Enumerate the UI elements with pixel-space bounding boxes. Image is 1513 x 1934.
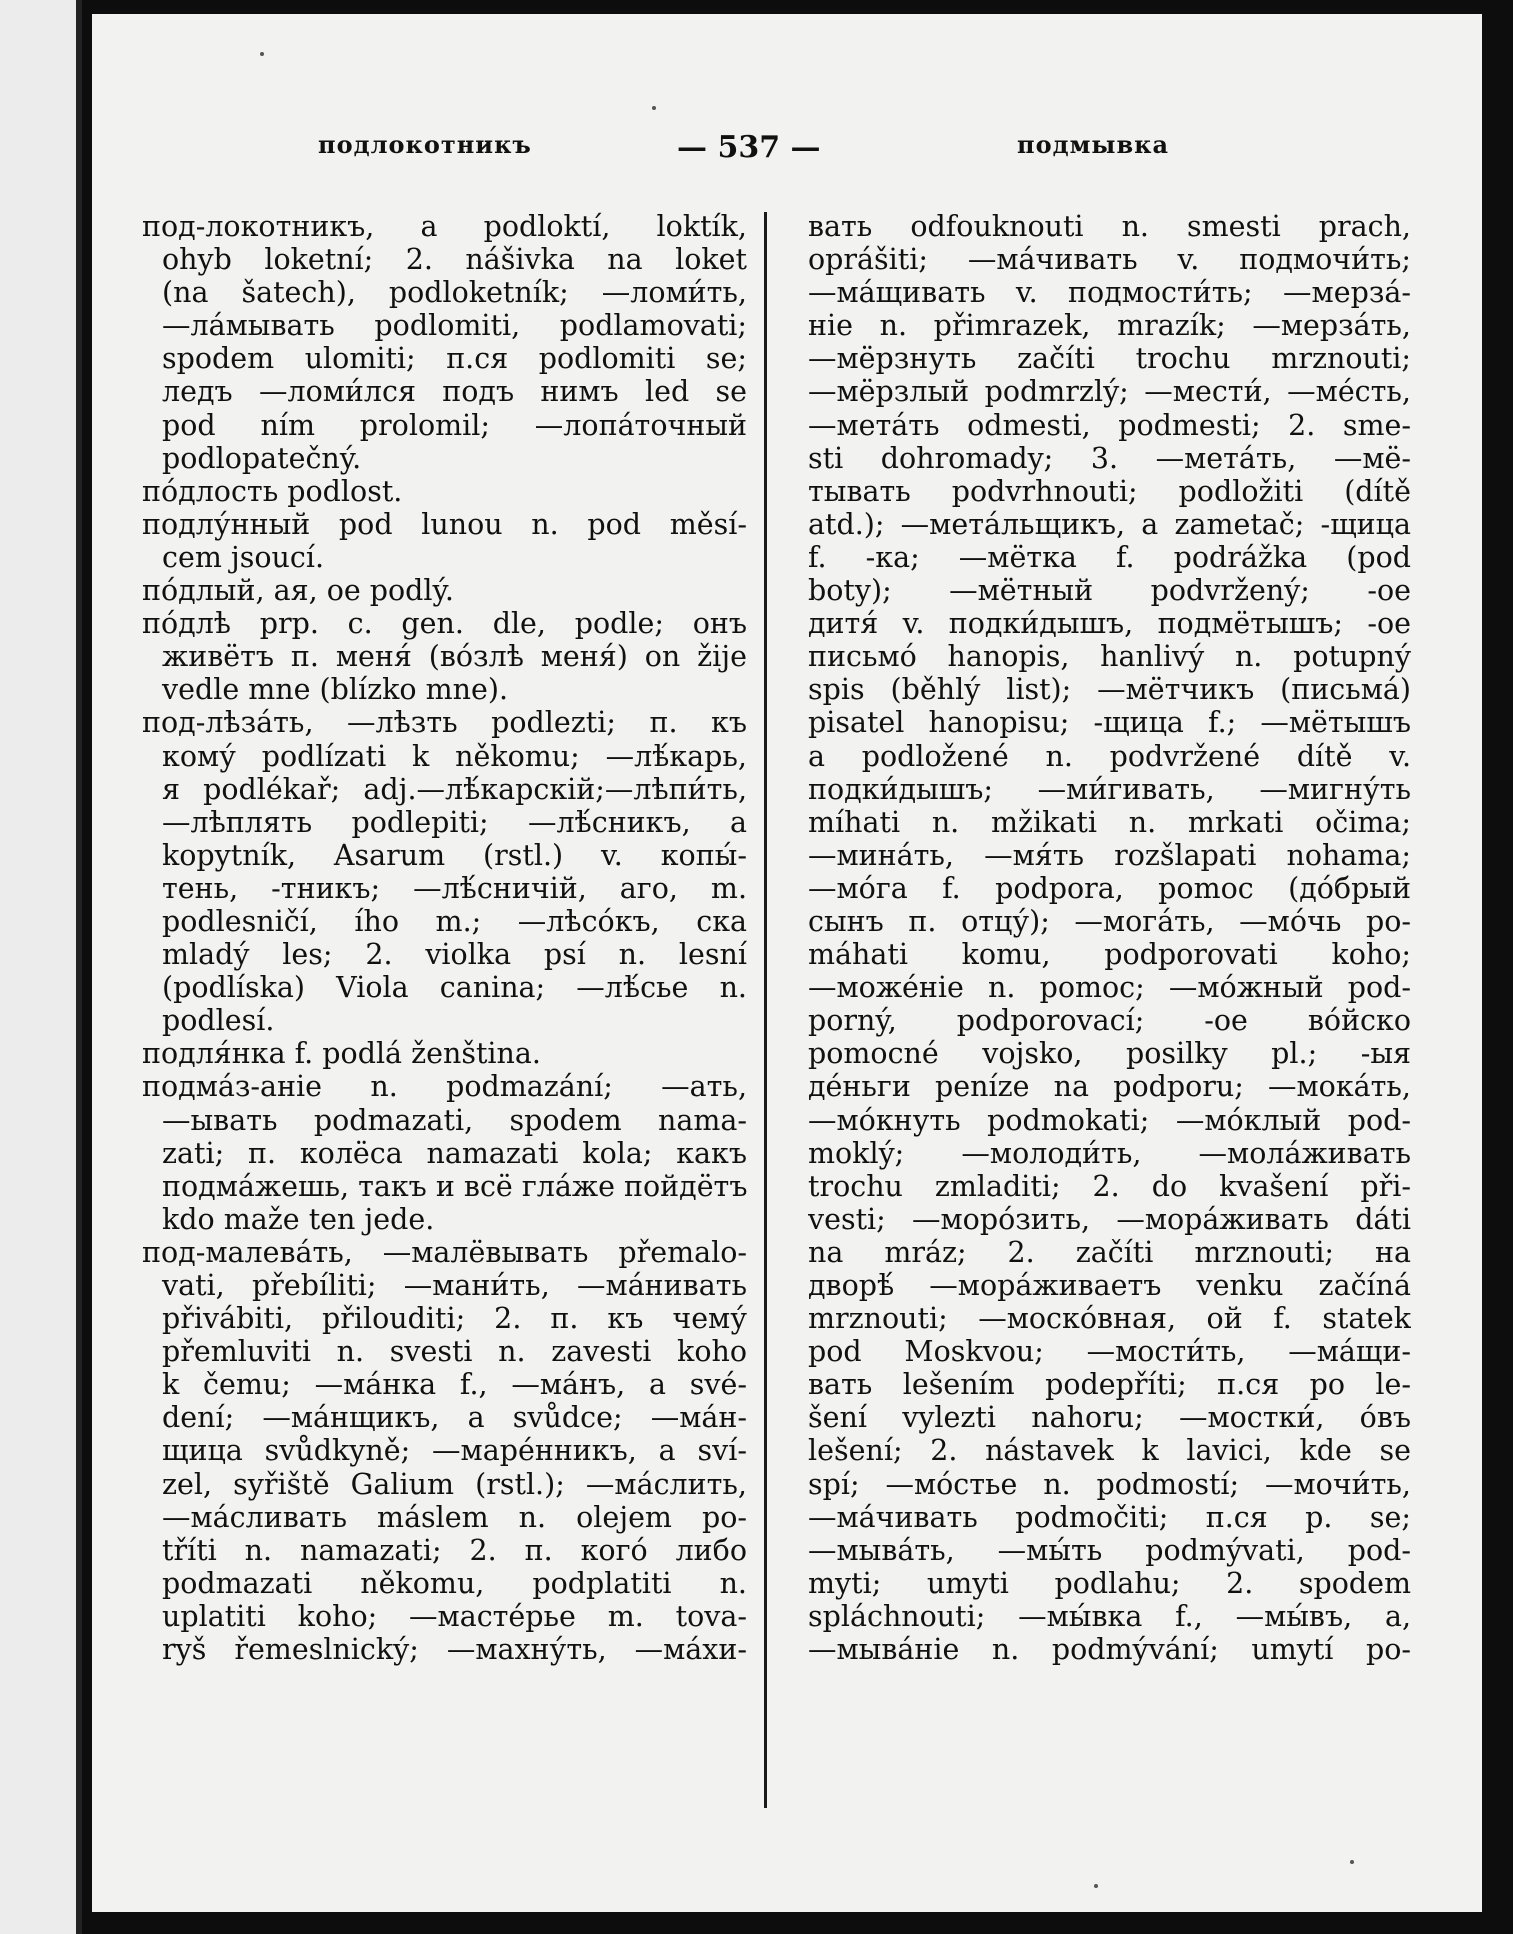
text-line: tříti n. namazati; 2. п. кого́ либо bbox=[162, 1533, 747, 1567]
text-line: vati, přebíliti; —мани́ть, —ма́нивать bbox=[162, 1269, 747, 1302]
text-line: кому́ podlízati k někomu; —лѣ́карь, bbox=[162, 739, 747, 773]
text-line: по́длѣ prp. c. gen. dle, podle; онъ bbox=[142, 607, 747, 641]
print-speck bbox=[260, 52, 264, 56]
text-line: подма́з-аніе n. podmazání; —ать, bbox=[142, 1070, 747, 1104]
text-line: вать lešením podepříti; п.ся po le- bbox=[808, 1368, 1411, 1402]
text-line: sti dohromady; 3. —мета́ть, —мё- bbox=[808, 441, 1411, 475]
text-line: přemluviti n. svesti n. zavesti koho bbox=[162, 1335, 747, 1369]
page-gutter-shadow bbox=[76, 0, 82, 1934]
text-line: pod ním prolomil; —лопа́точный bbox=[162, 408, 747, 442]
text-line: boty); —мётный podvržený; -ое bbox=[808, 574, 1411, 608]
text-line: —мыва́ніе n. podmývání; umytí po- bbox=[808, 1633, 1411, 1667]
text-line: —мо́кнуть podmokati; —мо́клый pod- bbox=[808, 1103, 1411, 1137]
text-line: щица svůdkyně; —маре́нникъ, а sví- bbox=[162, 1434, 747, 1468]
text-line: spis (běhlý list); —мётчикъ (письма́) bbox=[808, 673, 1411, 707]
text-line: —мыва́ть, —мы́ть podmývati, pod- bbox=[808, 1533, 1411, 1567]
text-line: míhati n. mžikati n. mrkati očima; bbox=[808, 805, 1411, 839]
text-line: подлу́нный pod lunou n. pod měsí- bbox=[142, 507, 747, 541]
text-line: под-локотникъ, а podloktí, loktík, bbox=[142, 210, 747, 243]
text-line: vesti; —моро́зить, —мора́живать dáti bbox=[808, 1202, 1411, 1236]
column-divider bbox=[764, 212, 767, 1808]
text-line: myti; umyti podlahu; 2. spodem bbox=[808, 1566, 1411, 1600]
text-line: —ма́чивать podmočiti; п.ся р. se; bbox=[808, 1500, 1411, 1534]
text-line: по́длость podlost. bbox=[142, 474, 403, 508]
text-line: —ла́мывать podlomiti, podlamovati; bbox=[162, 309, 747, 343]
text-line: podlesničí, ího m.; —лѣсо́къ, ска bbox=[162, 904, 747, 938]
text-line: pisatel hanopisu; -щица f.; —мётышъ bbox=[808, 706, 1411, 740]
print-speck bbox=[1350, 1860, 1354, 1864]
text-line: —ывать podmazati, spodem nama- bbox=[162, 1103, 747, 1137]
text-line: dení; —ма́нщикъ, а svůdce; —ма́н- bbox=[162, 1401, 747, 1435]
text-line: spodem ulomiti; п.ся podlomiti se; bbox=[162, 342, 747, 376]
text-line: spí; —мо́стье n. podmostí; —мочи́ть, bbox=[808, 1467, 1411, 1501]
text-line: k čemu; —ма́нка f., —ма́нъ, а své- bbox=[162, 1368, 747, 1402]
text-line: moklý; —молоди́ть, —молáживать bbox=[808, 1136, 1411, 1170]
text-line: —мёрзлый podmrzlý; —мести́, —ме́сть, bbox=[808, 375, 1411, 409]
text-line: (na šatech), podloketník; —ломи́ть, bbox=[162, 276, 747, 310]
print-speck bbox=[652, 106, 656, 110]
text-line: přivábiti, přilouditi; 2. п. къ чему́ bbox=[162, 1302, 747, 1336]
text-line: šení vylezti nahoru; —мостки́, о́въ bbox=[808, 1401, 1411, 1435]
text-line: zati; п. колёса namazati kola; какъ bbox=[162, 1136, 747, 1170]
text-line: ледъ —ломи́лся подъ нимъ led se bbox=[162, 375, 747, 409]
text-line: под-малева́ть, —малёвывать přemalo- bbox=[142, 1235, 747, 1269]
text-line: pod Moskvou; —мости́ть, —ма́щи- bbox=[808, 1335, 1411, 1369]
text-line: —мо́га f. podpora, pomoc (до́брый bbox=[808, 871, 1411, 905]
text-line: я podlékař; adj.—лѣ́карскій;—лѣпи́ть, bbox=[162, 772, 747, 806]
text-line: ryš řemeslnický; —махну́ть, —ма́хи- bbox=[162, 1633, 747, 1667]
text-line: вать odfouknouti n. smesti prach, bbox=[808, 210, 1411, 243]
text-line: atd.); —мета́льщикъ, а zametač; -щица bbox=[808, 507, 1411, 541]
text-line: na mráz; 2. začíti mrznouti; на bbox=[808, 1235, 1411, 1269]
text-line: по́длый, ая, ое podlý. bbox=[142, 574, 454, 608]
previous-page-edge bbox=[0, 0, 82, 1934]
text-line: —лѣплять podlepiti; —лѣ́сникъ, а bbox=[162, 805, 747, 839]
text-line: сынъ п. отцу́); —мога́ть, —мо́чь po- bbox=[808, 904, 1411, 938]
text-line: (podlíska) Viola canina; —лѣ́сье n. bbox=[162, 971, 747, 1005]
text-line: письмо́ hanopis, hanlivý n. potupný bbox=[808, 640, 1411, 674]
text-line: mladý les; 2. violka psí n. lesní bbox=[162, 938, 747, 972]
text-line: под-лѣза́ть, —лѣзть podlezti; п. къ bbox=[142, 706, 747, 740]
text-line: подки́дышъ; —ми́гивать, —мигну́ть bbox=[808, 772, 1411, 806]
text-line: ohyb loketní; 2. nášivka na loket bbox=[162, 243, 747, 277]
text-line: pomocné vojsko, posilky pl.; -ыя bbox=[808, 1037, 1411, 1071]
text-line: lešení; 2. nástavek k lavici, kde se bbox=[808, 1434, 1411, 1468]
text-line: тывать podvrhnouti; podložiti (dítě bbox=[808, 474, 1411, 508]
text-line: uplatiti koho; —мастéрье m. tova- bbox=[162, 1599, 747, 1633]
text-line: zel, syřiště Galium (rstl.); —ма́слить, bbox=[162, 1467, 747, 1501]
text-line: подля́нка f. podlá ženština. bbox=[142, 1037, 541, 1071]
text-line: —мета́ть odmesti, podmesti; 2. sme- bbox=[808, 408, 1411, 442]
text-line: porný, podporovací; -ое во́йско bbox=[808, 1004, 1411, 1038]
text-line: mrznouti; —моско́вная, ой f. statek bbox=[808, 1302, 1411, 1336]
print-speck bbox=[1094, 1884, 1098, 1888]
text-line: —ма́сливать máslem n. olejem po- bbox=[162, 1500, 747, 1534]
text-line: kdo maže ten jede. bbox=[162, 1202, 435, 1236]
text-line: spláchnouti; —мы́вка f., —мы́въ, а, bbox=[808, 1599, 1411, 1633]
page-number: — 537 — bbox=[677, 130, 821, 165]
text-line: vedle mne (blízko mne). bbox=[162, 673, 509, 707]
text-line: oprášiti; —ма́чивать v. подмочи́ть; bbox=[808, 243, 1411, 277]
text-line: тень, -тникъ; —лѣ́сничій, аго, m. bbox=[162, 871, 747, 905]
text-line: —мина́ть, —мя́ть rozšlapati nohama; bbox=[808, 838, 1411, 872]
text-line: дитя́ v. подки́дышъ, подмётышъ; -ое bbox=[808, 607, 1411, 641]
text-line: trochu zmladiti; 2. do kvašení při- bbox=[808, 1169, 1411, 1203]
right-column bbox=[808, 210, 1411, 1666]
running-header bbox=[92, 130, 1482, 170]
header-last-entry: подмывка bbox=[1017, 130, 1170, 159]
text-line: —ма́щивать v. подмости́ть; —мерза́- bbox=[808, 276, 1411, 310]
left-column bbox=[142, 210, 747, 1666]
text-line: подма́жешь, такъ и всё гла́же пойдётъ bbox=[162, 1169, 747, 1203]
dictionary-page bbox=[92, 14, 1482, 1912]
text-line: —мёрзнуть začíti trochu mrznouti; bbox=[808, 342, 1411, 376]
text-line: ніе n. přimrazek, mrazík; —мерза́ть, bbox=[808, 309, 1411, 343]
text-line: f. -ка; —мётка f. podrážka (pod bbox=[808, 540, 1411, 574]
text-line: —може́ніе n. pomoc; —мо́жный pod- bbox=[808, 971, 1411, 1005]
text-line: podlesí. bbox=[162, 1004, 275, 1038]
text-line: kopytník, Asarum (rstl.) v. копы́- bbox=[162, 838, 747, 872]
text-line: máhati komu, podporovati koho; bbox=[808, 938, 1411, 972]
text-line: podlopatečný. bbox=[162, 441, 362, 475]
text-line: дворѣ́ —мора́живаетъ venku začíná bbox=[808, 1269, 1411, 1302]
text-line: podmazati někomu, podplatiti n. bbox=[162, 1566, 747, 1600]
text-line: де́ньги peníze na podporu; —мока́ть, bbox=[808, 1070, 1411, 1104]
text-line: cem jsoucí. bbox=[162, 540, 325, 574]
text-line: a podložené n. podvržené dítě v. bbox=[808, 739, 1411, 773]
header-first-entry: подлокотникъ bbox=[318, 130, 532, 159]
text-line: живётъ п. меня́ (во́злѣ меня́) on žije bbox=[162, 640, 747, 674]
